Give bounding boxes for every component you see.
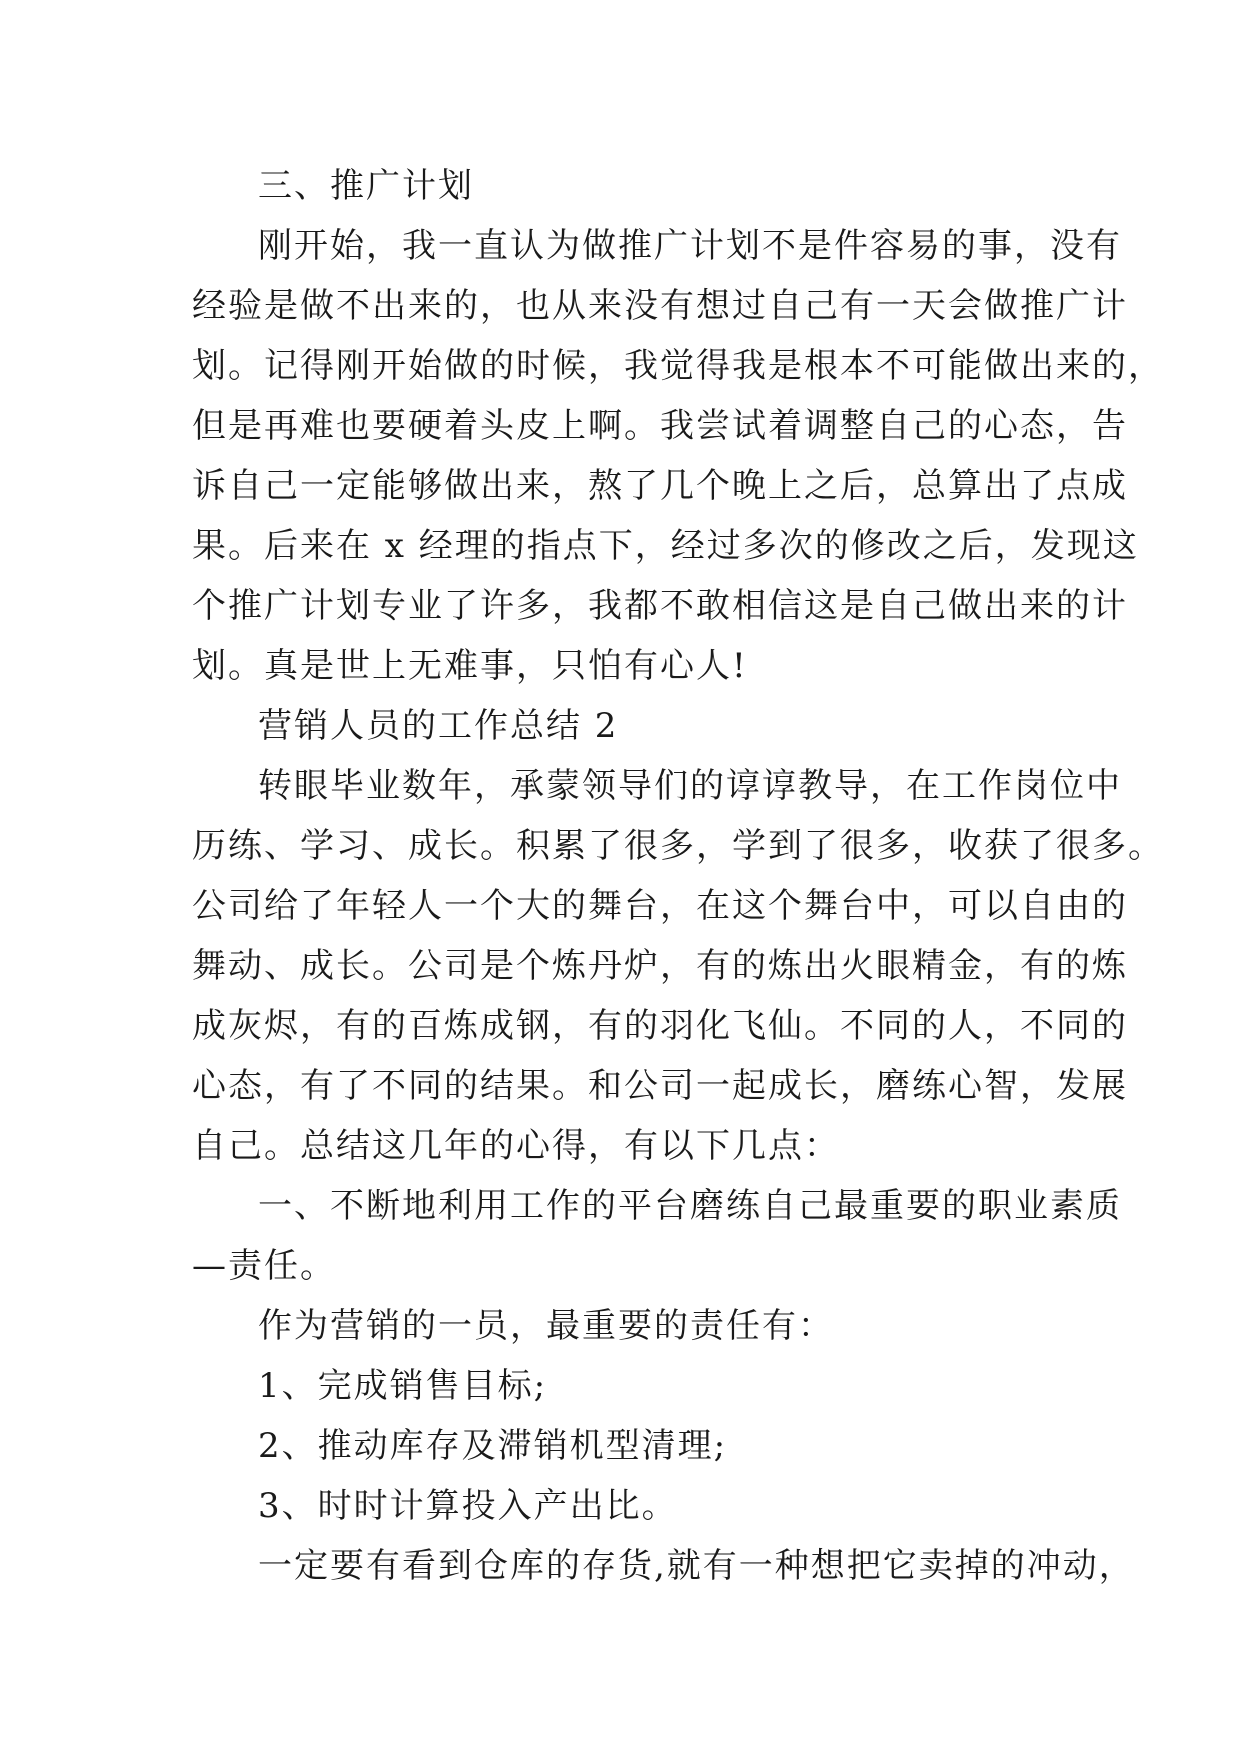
list-item: 3、时时计算投入产出比。 <box>258 1486 678 1526</box>
paragraph-line: 经验是做不出来的，也从来没有想过自己有一天会做推广计 <box>192 286 1128 326</box>
article-title: 营销人员的工作总结 2 <box>258 706 619 746</box>
paragraph-line: 个推广计划专业了许多，我都不敢相信这是自己做出来的计 <box>192 586 1128 626</box>
paragraph-line: 诉自己一定能够做出来，熬了几个晚上之后，总算出了点成 <box>192 466 1128 506</box>
paragraph-line: —责任。 <box>192 1246 336 1286</box>
paragraph-line: 转眼毕业数年，承蒙领导们的谆谆教导，在工作岗位中 <box>258 766 1122 806</box>
paragraph-line: 但是再难也要硬着头皮上啊。我尝试着调整自己的心态，告 <box>192 406 1128 446</box>
paragraph-line: 划。记得刚开始做的时候，我觉得我是根本不可能做出来的， <box>192 346 1164 386</box>
paragraph-line: 果。后来在 x 经理的指点下，经过多次的修改之后，发现这 <box>192 526 1139 566</box>
section-heading: 三、推广计划 <box>258 166 474 206</box>
section-heading: 一、不断地利用工作的平台磨练自己最重要的职业素质 <box>258 1186 1122 1226</box>
paragraph-line: 划。真是世上无难事，只怕有心人! <box>192 646 748 686</box>
paragraph-line: 舞动、成长。公司是个炼丹炉，有的炼出火眼精金，有的炼 <box>192 946 1128 986</box>
paragraph-line: 公司给了年轻人一个大的舞台，在这个舞台中，可以自由的 <box>192 886 1128 926</box>
list-item: 2、推动库存及滞销机型清理; <box>258 1426 728 1466</box>
paragraph-line: 自己。总结这几年的心得，有以下几点： <box>192 1126 840 1166</box>
paragraph-line: 刚开始，我一直认为做推广计划不是件容易的事，没有 <box>258 226 1122 266</box>
paragraph-line: 心态，有了不同的结果。和公司一起成长，磨练心智，发展 <box>192 1066 1128 1106</box>
paragraph-line: 一定要有看到仓库的存货,就有一种想把它卖掉的冲动， <box>258 1546 1135 1586</box>
list-item: 1、完成销售目标; <box>258 1366 548 1406</box>
paragraph-line: 成灰烬，有的百炼成钢，有的羽化飞仙。不同的人，不同的 <box>192 1006 1128 1046</box>
paragraph-line: 作为营销的一员，最重要的责任有： <box>258 1306 834 1346</box>
paragraph-line: 历练、学习、成长。积累了很多，学到了很多，收获了很多。 <box>192 826 1164 866</box>
